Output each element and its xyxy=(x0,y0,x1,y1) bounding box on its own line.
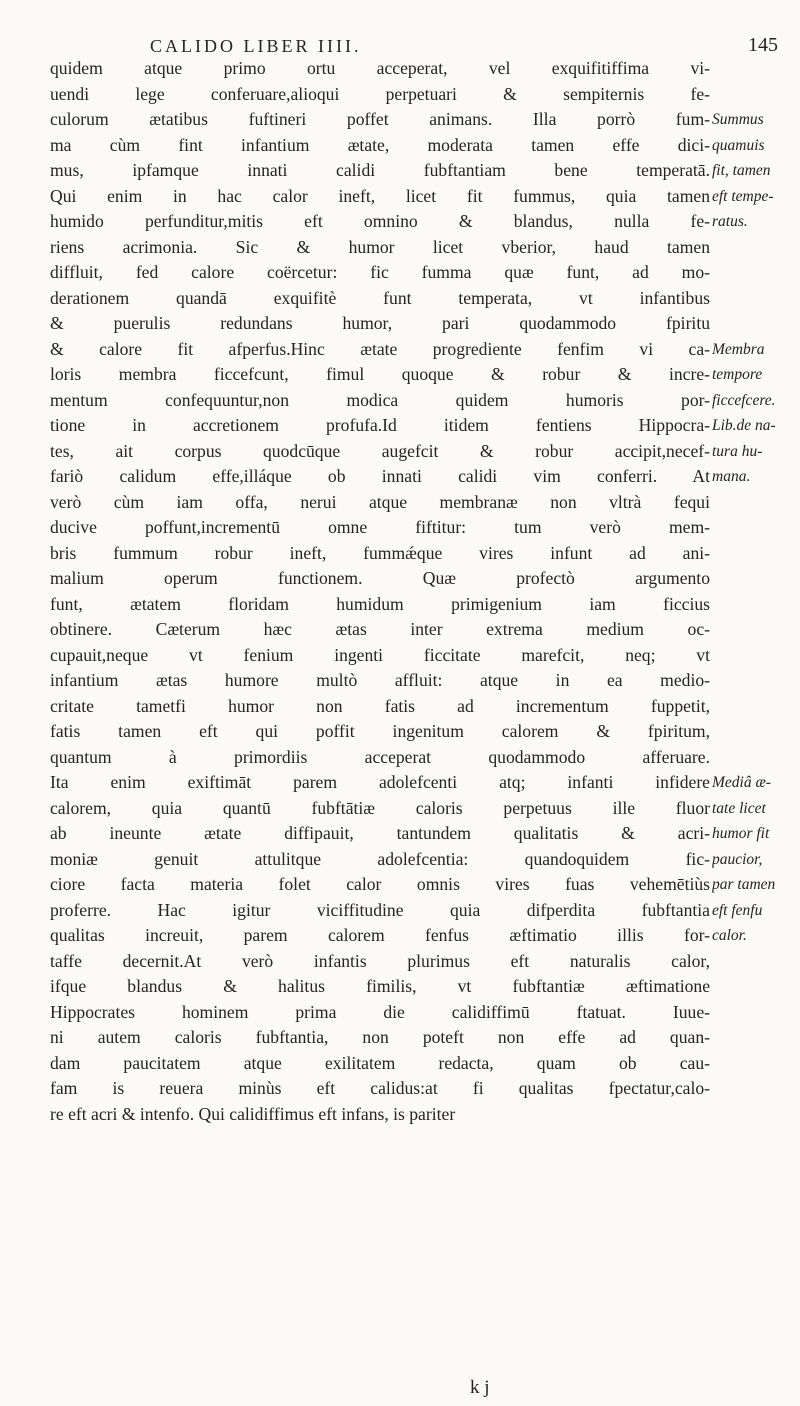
text-line: & puerulis redundans humor, pari quodammodo fpiritu xyxy=(50,313,710,333)
text-line: cupauit,neque vt fenium ingenti ficcitate marefcit, neq; vt xyxy=(50,644,710,665)
margin-note-line: paucior, xyxy=(712,850,763,868)
text-line: calorem, quia quantū fubftātiæ caloris perpetuus ille fluor xyxy=(50,797,710,818)
marginal-notes xyxy=(712,56,800,1127)
margin-note-line xyxy=(712,82,800,108)
text-line: malium operum functionem. Quæ profectò argumento xyxy=(50,568,710,588)
margin-note-line: ratus. xyxy=(712,213,748,230)
text-line: loris membra ficcefcunt, fimul quoque & robur & incre- xyxy=(50,364,710,384)
margin-note-line: quamuis xyxy=(712,136,765,154)
text-line: ciore facta materia folet calor omnis vires fuas vehemētiùs xyxy=(50,874,710,894)
margin-note-line xyxy=(712,745,800,771)
text-line: ifque blandus & halitus fimilis, vt fubftantiæ æftimatione xyxy=(50,976,710,996)
signature-mark: k j xyxy=(470,1377,490,1398)
text-line: infantium ætas humore multò affluit: atque in ea medio- xyxy=(50,670,710,690)
text-line: moniæ genuit attulitque adolefcentia: quandoquidem fic- xyxy=(50,848,710,869)
margin-note-line: tate licet xyxy=(712,799,766,817)
text-line: bris fummum robur ineft, fummǽque vires infunt ad ani- xyxy=(50,542,710,563)
text-line: tione in accretionem profufa.Id itidem fentiens Hippocra- xyxy=(50,415,710,435)
margin-note-line xyxy=(712,668,800,694)
text-line: humido perfunditur,mitis eft omnino & blandus, nulla fe- xyxy=(50,211,710,231)
text-line: diffluit, fed calore coërcetur: fic fumma quæ funt, ad mo- xyxy=(50,262,710,282)
text-line: funt, ætatem floridam humidum primigenium iam ficcius xyxy=(50,593,710,614)
text-line: tes, ait corpus quodcūque augefcit & robur accipit,necef- xyxy=(50,440,710,461)
margin-note-line xyxy=(712,566,800,592)
margin-note-line xyxy=(712,490,800,516)
margin-note-line: eft fenfu xyxy=(712,901,763,919)
text-line: critate tametfi humor non fatis ad incrementum fuppetit, xyxy=(50,695,710,716)
text-line: fam is reuera minùs eft calidus:at fi qualitas fpectatur,calo- xyxy=(50,1078,710,1098)
margin-note-line xyxy=(712,949,800,975)
text-line: dam paucitatem atque exilitatem redacta, quam ob cau- xyxy=(50,1052,710,1073)
margin-note-line xyxy=(712,592,800,618)
margin-note-line: Lib.de na- xyxy=(712,417,776,434)
text-line: mentum confequuntur,non modica quidem humoris por- xyxy=(50,389,710,410)
text-line: re eft acri & intenfo. Qui calidiffimus eft infans, is pariter xyxy=(50,1103,456,1124)
margin-note-line xyxy=(712,1000,800,1026)
text-line: fariò calidum effe,illáque ob innati calidi vim conferri. At xyxy=(50,466,710,486)
margin-note-line xyxy=(712,260,800,286)
margin-note-line xyxy=(712,311,800,337)
text-line: derationem quandā exquifitè funt temperata, vt infantibus xyxy=(50,287,710,308)
margin-note-line xyxy=(712,286,800,312)
margin-note-line: eft tempe- xyxy=(712,187,774,205)
margin-note-line: calor. xyxy=(712,927,747,944)
text-line: verò cùm iam offa, nerui atque membranæ non vltrà fequi xyxy=(50,491,710,512)
text-line: culorum ætatibus fuftineri poffet animans. Illa porrò fum- xyxy=(50,109,710,129)
margin-note-line: Mediâ æ- xyxy=(712,774,771,791)
text-line: proferre. Hac igitur viciffitudine quia difperdita fubftantia xyxy=(50,899,710,920)
margin-note-line xyxy=(712,1102,800,1128)
main-text-block xyxy=(50,56,710,1127)
margin-note-line xyxy=(712,1076,800,1102)
running-title: CALIDO LIBER IIII. xyxy=(150,36,362,56)
margin-note-line: ficcefcere. xyxy=(712,391,776,409)
margin-note-line xyxy=(712,694,800,720)
margin-note-line xyxy=(712,719,800,745)
text-line: mus, ipfamque innati calidi fubftantiam bene temperatā. xyxy=(50,160,710,180)
text-line: ducive poffunt,incrementū omne fiftitur: tum verò mem- xyxy=(50,517,710,537)
margin-note-line xyxy=(712,235,800,261)
text-line: Qui enim in hac calor ineft, licet fit fummus, quia tamen xyxy=(50,185,710,206)
text-line: obtinere. Cæterum hæc ætas inter extrema medium oc- xyxy=(50,619,710,639)
margin-note-line: par tamen xyxy=(712,876,776,893)
page-number: 145 xyxy=(748,34,778,56)
margin-note-line: fit, tamen xyxy=(712,162,771,179)
text-line: ma cùm fint infantium ætate, moderata tamen effe dici- xyxy=(50,134,710,155)
text-line: riens acrimonia. Sic & humor licet vberior, haud tamen xyxy=(50,236,710,257)
text-line: quantum à primordiis acceperat quodammodo afferuare. xyxy=(50,746,710,767)
margin-note-line: tura hu- xyxy=(712,442,763,460)
text-line: Hippocrates hominem prima die calidiffimū ftatuat. Iuue- xyxy=(50,1001,710,1022)
text-line: ni autem caloris fubftantia, non poteft non effe ad quan- xyxy=(50,1027,710,1047)
text-line: taffe decernit.At verò infantis plurimus eft naturalis calor, xyxy=(50,950,710,971)
margin-note-line xyxy=(712,515,800,541)
text-line: & calore fit afperfus.Hinc ætate progrediente fenfim vi ca- xyxy=(50,338,710,359)
text-line: quidem atque primo ortu acceperat, vel exquifitiffima vi- xyxy=(50,58,710,78)
margin-note-line xyxy=(712,643,800,669)
text-line: Ita enim exiftimāt parem adolefcenti atq; infanti infidere xyxy=(50,772,710,792)
margin-note-line: Membra xyxy=(712,340,765,358)
margin-note-line: mana. xyxy=(712,468,751,485)
margin-note-line xyxy=(712,1025,800,1051)
margin-note-line xyxy=(712,1051,800,1077)
margin-note-line: tempore xyxy=(712,366,763,383)
margin-note-line xyxy=(712,617,800,643)
margin-note-line: humor fit xyxy=(712,825,770,842)
margin-note-line xyxy=(712,974,800,1000)
text-line: uendi lege conferuare,alioqui perpetuari & sempiternis fe- xyxy=(50,83,710,104)
text-line: qualitas increuit, parem calorem fenfus æftimatio illis for- xyxy=(50,925,710,945)
margin-note-line xyxy=(712,56,800,82)
margin-note-line xyxy=(712,541,800,567)
margin-note-line: Summus xyxy=(712,111,764,128)
text-line: ab ineunte ætate diffipauit, tantundem qualitatis & acri- xyxy=(50,823,710,843)
text-line: fatis tamen eft qui poffit ingenitum calorem & fpiritum, xyxy=(50,721,710,741)
